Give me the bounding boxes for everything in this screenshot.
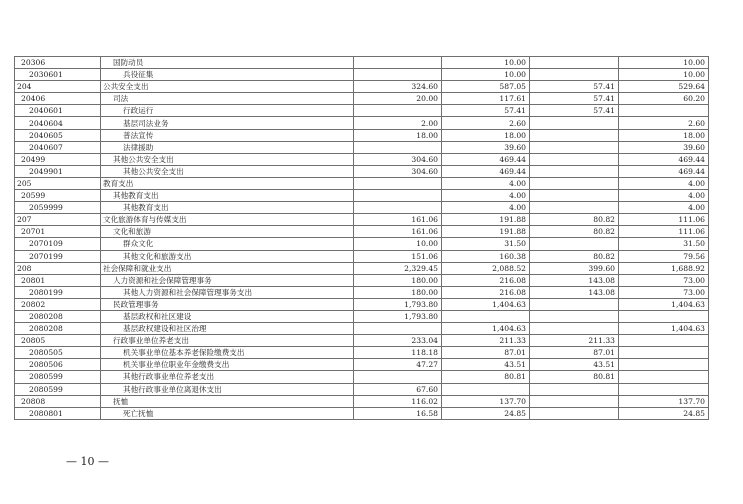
cell-value-1: 18.00 [354, 129, 442, 141]
table-row [15, 93, 709, 105]
cell-value-4: 1,688.92 [619, 262, 709, 274]
cell-value-4: 60.20 [619, 93, 709, 105]
cell-value-3 [530, 57, 619, 69]
cell-value-3: 80.82 [530, 250, 619, 262]
table-row [15, 57, 709, 69]
table-row [15, 310, 709, 322]
cell-value-2: 587.05 [442, 81, 530, 93]
table-row [15, 347, 709, 359]
table-row [15, 129, 709, 141]
cell-value-1 [354, 371, 442, 383]
cell-value-1 [354, 323, 442, 335]
cell-name: 其他行政事业单位养老支出 [101, 371, 354, 383]
cell-value-3: 80.81 [530, 371, 619, 383]
cell-value-1: 16.58 [354, 407, 442, 419]
table-row [15, 286, 709, 298]
cell-value-3 [530, 177, 619, 189]
cell-value-2: 24.85 [442, 407, 530, 419]
cell-value-4: 1,404.63 [619, 298, 709, 310]
cell-value-4 [619, 335, 709, 347]
cell-value-1: 324.60 [354, 81, 442, 93]
cell-value-2: 43.51 [442, 359, 530, 371]
cell-name: 死亡抚恤 [101, 407, 354, 419]
cell-code: 20805 [15, 335, 101, 347]
cell-value-3 [530, 165, 619, 177]
cell-value-2: 10.00 [442, 57, 530, 69]
table-row [15, 323, 709, 335]
cell-value-1: 2,329.45 [354, 262, 442, 274]
table-row [15, 214, 709, 226]
cell-code: 2030601 [15, 69, 101, 81]
cell-value-4: 18.00 [619, 129, 709, 141]
cell-name: 其他公共安全支出 [101, 165, 354, 177]
cell-value-4: 111.06 [619, 226, 709, 238]
cell-value-3 [530, 117, 619, 129]
cell-value-2: 31.50 [442, 238, 530, 250]
cell-code: 2059999 [15, 202, 101, 214]
cell-value-1: 180.00 [354, 274, 442, 286]
cell-code: 20499 [15, 153, 101, 165]
cell-name: 机关事业单位职业年金缴费支出 [101, 359, 354, 371]
cell-value-3: 399.60 [530, 262, 619, 274]
cell-value-2: 117.61 [442, 93, 530, 105]
cell-name: 司法 [101, 93, 354, 105]
table-row [15, 81, 709, 93]
cell-value-2: 191.88 [442, 226, 530, 238]
cell-code: 20701 [15, 226, 101, 238]
cell-code: 2080599 [15, 371, 101, 383]
cell-value-1: 180.00 [354, 286, 442, 298]
cell-value-1: 1,793.80 [354, 298, 442, 310]
cell-name: 国防动员 [101, 57, 354, 69]
cell-value-1 [354, 105, 442, 117]
cell-name: 文化和旅游 [101, 226, 354, 238]
cell-value-4: 469.44 [619, 153, 709, 165]
cell-value-3 [530, 395, 619, 407]
cell-value-1: 47.27 [354, 359, 442, 371]
cell-value-2: 216.08 [442, 274, 530, 286]
cell-value-2: 57.41 [442, 105, 530, 117]
cell-value-2 [442, 310, 530, 322]
cell-value-2: 80.81 [442, 371, 530, 383]
cell-value-2: 10.00 [442, 69, 530, 81]
cell-value-4: 73.00 [619, 286, 709, 298]
table-row [15, 105, 709, 117]
cell-value-3: 80.82 [530, 226, 619, 238]
cell-code: 20406 [15, 93, 101, 105]
cell-code: 207 [15, 214, 101, 226]
budget-table [14, 56, 709, 420]
cell-value-1: 67.60 [354, 383, 442, 395]
cell-code: 2080506 [15, 359, 101, 371]
cell-value-2: 4.00 [442, 177, 530, 189]
cell-code: 2080208 [15, 323, 101, 335]
cell-value-1: 161.06 [354, 226, 442, 238]
cell-value-4: 39.60 [619, 141, 709, 153]
cell-name: 人力资源和社会保障管理事务 [101, 274, 354, 286]
cell-value-3 [530, 298, 619, 310]
cell-name: 教育支出 [101, 177, 354, 189]
cell-name: 行政运行 [101, 105, 354, 117]
cell-name: 民政管理事务 [101, 298, 354, 310]
cell-name: 社会保障和就业支出 [101, 262, 354, 274]
table-row [15, 274, 709, 286]
cell-value-3 [530, 383, 619, 395]
cell-value-2: 469.44 [442, 165, 530, 177]
table-row [15, 238, 709, 250]
cell-value-1 [354, 177, 442, 189]
cell-code: 2040604 [15, 117, 101, 129]
cell-name: 其他教育支出 [101, 190, 354, 202]
cell-value-1: 304.60 [354, 153, 442, 165]
cell-value-4: 4.00 [619, 202, 709, 214]
cell-value-3: 143.08 [530, 274, 619, 286]
cell-value-1: 2.00 [354, 117, 442, 129]
table-row [15, 69, 709, 81]
cell-code: 2040607 [15, 141, 101, 153]
cell-code: 20802 [15, 298, 101, 310]
cell-name: 基层政权建设和社区治理 [101, 323, 354, 335]
cell-value-3 [530, 141, 619, 153]
cell-value-2: 1,404.63 [442, 298, 530, 310]
cell-code: 2070109 [15, 238, 101, 250]
cell-value-1: 151.06 [354, 250, 442, 262]
cell-value-4: 137.70 [619, 395, 709, 407]
cell-value-4: 469.44 [619, 165, 709, 177]
table-row [15, 395, 709, 407]
cell-value-3: 57.41 [530, 93, 619, 105]
cell-value-3 [530, 69, 619, 81]
cell-value-4 [619, 371, 709, 383]
cell-name: 机关事业单位基本养老保险缴费支出 [101, 347, 354, 359]
cell-value-1 [354, 57, 442, 69]
cell-name: 其他文化和旅游支出 [101, 250, 354, 262]
cell-value-2: 160.38 [442, 250, 530, 262]
cell-value-2: 87.01 [442, 347, 530, 359]
cell-name: 文化旅游体育与传媒支出 [101, 214, 354, 226]
table-row [15, 153, 709, 165]
cell-code: 20306 [15, 57, 101, 69]
cell-value-2: 2.60 [442, 117, 530, 129]
table-row [15, 262, 709, 274]
cell-value-2: 216.08 [442, 286, 530, 298]
cell-code: 20801 [15, 274, 101, 286]
cell-value-2: 137.70 [442, 395, 530, 407]
cell-value-4 [619, 383, 709, 395]
cell-name: 其他教育支出 [101, 202, 354, 214]
cell-code: 2080599 [15, 383, 101, 395]
cell-value-2: 2,088.52 [442, 262, 530, 274]
cell-value-3: 57.41 [530, 105, 619, 117]
cell-value-3 [530, 190, 619, 202]
cell-value-4 [619, 359, 709, 371]
cell-value-3: 211.33 [530, 335, 619, 347]
cell-value-1: 116.02 [354, 395, 442, 407]
cell-value-1 [354, 202, 442, 214]
cell-code: 205 [15, 177, 101, 189]
cell-value-3 [530, 310, 619, 322]
cell-name: 其他行政事业单位离退休支出 [101, 383, 354, 395]
cell-value-3: 43.51 [530, 359, 619, 371]
cell-value-3 [530, 202, 619, 214]
cell-name: 其他公共安全支出 [101, 153, 354, 165]
page-number: — 10 — [66, 455, 109, 468]
cell-code: 20808 [15, 395, 101, 407]
cell-value-4 [619, 105, 709, 117]
cell-value-1: 233.04 [354, 335, 442, 347]
cell-name: 兵役征集 [101, 69, 354, 81]
cell-value-4: 1,404.63 [619, 323, 709, 335]
cell-value-3 [530, 407, 619, 419]
cell-code: 2080505 [15, 347, 101, 359]
cell-value-2: 4.00 [442, 190, 530, 202]
cell-value-4: 4.00 [619, 177, 709, 189]
cell-name: 抚恤 [101, 395, 354, 407]
cell-value-4: 73.00 [619, 274, 709, 286]
table-row [15, 359, 709, 371]
table-row [15, 141, 709, 153]
cell-value-1: 1,793.80 [354, 310, 442, 322]
cell-name: 基层政权和社区建设 [101, 310, 354, 322]
cell-value-2: 4.00 [442, 202, 530, 214]
table-row [15, 298, 709, 310]
cell-value-1 [354, 190, 442, 202]
cell-value-1: 161.06 [354, 214, 442, 226]
cell-value-4: 111.06 [619, 214, 709, 226]
cell-name: 基层司法业务 [101, 117, 354, 129]
cell-code: 2049901 [15, 165, 101, 177]
cell-code: 2080199 [15, 286, 101, 298]
cell-value-2: 18.00 [442, 129, 530, 141]
cell-value-1: 10.00 [354, 238, 442, 250]
cell-value-3 [530, 238, 619, 250]
cell-value-4: 4.00 [619, 190, 709, 202]
cell-value-4 [619, 310, 709, 322]
cell-name: 行政事业单位养老支出 [101, 335, 354, 347]
cell-value-4: 2.60 [619, 117, 709, 129]
cell-value-3: 57.41 [530, 81, 619, 93]
cell-value-4: 31.50 [619, 238, 709, 250]
cell-code: 2080801 [15, 407, 101, 419]
cell-value-2: 211.33 [442, 335, 530, 347]
cell-value-2 [442, 383, 530, 395]
budget-table-body [15, 57, 709, 420]
cell-value-4: 529.64 [619, 81, 709, 93]
cell-name: 普法宣传 [101, 129, 354, 141]
table-row [15, 165, 709, 177]
table-row [15, 177, 709, 189]
cell-value-3: 143.08 [530, 286, 619, 298]
cell-value-2: 469.44 [442, 153, 530, 165]
cell-value-3 [530, 153, 619, 165]
cell-value-1 [354, 141, 442, 153]
cell-name: 公共安全支出 [101, 81, 354, 93]
cell-value-4: 79.56 [619, 250, 709, 262]
cell-code: 20599 [15, 190, 101, 202]
table-row [15, 383, 709, 395]
table-row [15, 226, 709, 238]
cell-value-2: 39.60 [442, 141, 530, 153]
cell-code: 2080208 [15, 310, 101, 322]
cell-code: 208 [15, 262, 101, 274]
table-row [15, 202, 709, 214]
cell-code: 204 [15, 81, 101, 93]
cell-value-4: 10.00 [619, 57, 709, 69]
cell-value-4: 10.00 [619, 69, 709, 81]
cell-value-3: 80.82 [530, 214, 619, 226]
cell-value-3: 87.01 [530, 347, 619, 359]
cell-value-4: 24.85 [619, 407, 709, 419]
cell-value-4 [619, 347, 709, 359]
cell-value-3 [530, 129, 619, 141]
cell-value-3 [530, 323, 619, 335]
table-row [15, 117, 709, 129]
table-row [15, 190, 709, 202]
table-row [15, 250, 709, 262]
cell-name: 其他人力资源和社会保障管理事务支出 [101, 286, 354, 298]
table-row [15, 335, 709, 347]
cell-value-1: 118.18 [354, 347, 442, 359]
cell-value-1: 20.00 [354, 93, 442, 105]
cell-code: 2070199 [15, 250, 101, 262]
table-row [15, 371, 709, 383]
cell-value-2: 191.88 [442, 214, 530, 226]
cell-name: 法律援助 [101, 141, 354, 153]
cell-value-2: 1,404.63 [442, 323, 530, 335]
cell-value-1: 304.60 [354, 165, 442, 177]
table-row [15, 407, 709, 419]
cell-name: 群众文化 [101, 238, 354, 250]
cell-code: 2040605 [15, 129, 101, 141]
cell-value-1 [354, 69, 442, 81]
cell-code: 2040601 [15, 105, 101, 117]
